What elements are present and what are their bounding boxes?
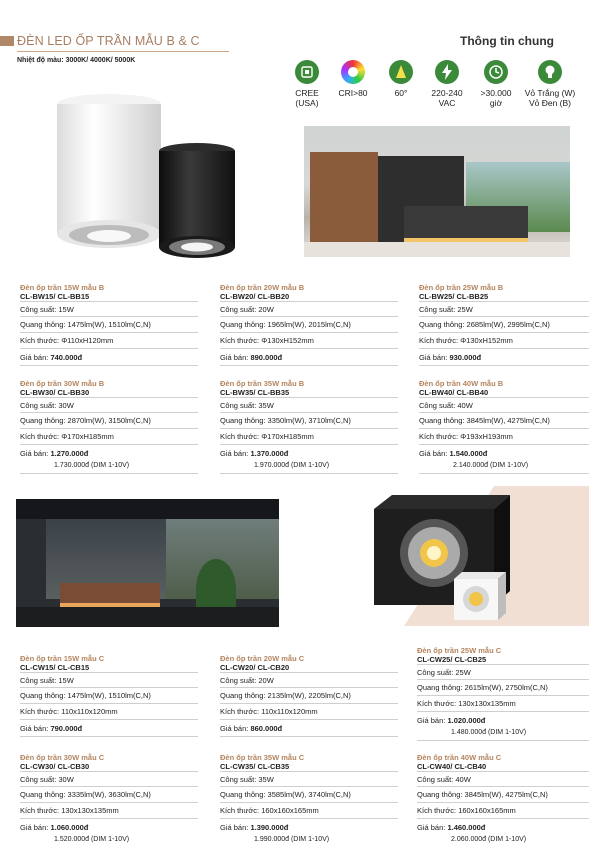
product-code: CL-CW15/ CL-CB15 (20, 663, 90, 672)
size-row: Kích thước: Φ193xH193mm (419, 429, 589, 445)
power-row: Công suất: 30W (20, 397, 198, 413)
color-temperature-note: Nhiệt độ màu: 3000K/ 4000K/ 5000K (17, 57, 136, 64)
size-row: Kích thước: Φ130xH152mm (419, 333, 589, 349)
dim-price: 2.140.000đ (DIM 1-10V) (419, 461, 589, 474)
price-row: Giá bán: 890.000đ (220, 349, 398, 366)
flux-row: Quang thông: 2685lm(W), 2995lm(C,N) (419, 317, 589, 333)
power-row: Công suất: 20W (220, 672, 398, 688)
product-code: CL-CW35/ CL-CB35 (220, 762, 290, 771)
feature-sublabel: giờ (489, 98, 503, 108)
title-accent-bar (0, 36, 14, 46)
power-row: Công suất: 15W (20, 301, 198, 317)
price-row: Giá bán: 1.060.000đ (20, 823, 89, 832)
flux-row: Quang thông: 2615lm(W), 2750lm(C,N) (417, 680, 589, 696)
product-card (220, 283, 398, 366)
product-card (417, 646, 589, 741)
product-card (20, 379, 198, 474)
lightning-icon (435, 60, 459, 84)
flux-row: Quang thông: 3350lm(W), 3710lm(C,N) (220, 413, 398, 429)
product-code: CL-CW30/ CL-CB30 (20, 762, 90, 771)
product-code: CL-CW40/ CL-CB40 (417, 762, 487, 771)
size-row: Kích thước: Φ130xH152mm (220, 333, 398, 349)
page-title: ĐÈN LED ỐP TRẦN MẪU B & C (17, 34, 200, 48)
product-name: Đèn ốp trần 30W mẫu C (20, 753, 105, 762)
product-card (419, 379, 589, 474)
flux-row: Quang thông: 1475lm(W), 1510lm(C,N) (20, 317, 198, 333)
size-row: Kích thước: 130x130x135mm (417, 696, 589, 712)
feature-sublabel: VAC (438, 98, 456, 108)
flux-row: Quang thông: 3585lm(W), 3740lm(C,N) (220, 787, 398, 803)
product-name: Đèn ốp trần 35W mẫu C (220, 753, 305, 762)
price-row: Giá bán: 930.000đ (419, 349, 589, 366)
title-underline (17, 51, 229, 52)
power-row: Công suất: 40W (419, 397, 589, 413)
product-name: Đèn ốp trần 25W mẫu B (419, 283, 504, 292)
product-name: Đèn ốp trần 20W mẫu C (220, 654, 305, 663)
flux-row: Quang thông: 1475lm(W), 1510lm(C,N) (20, 688, 198, 704)
product-card (20, 283, 198, 366)
product-code: CL-BW20/ CL-BB20 (220, 292, 290, 301)
power-row: Công suất: 40W (417, 771, 589, 787)
flux-row: Quang thông: 2135lm(W), 2205lm(C,N) (220, 688, 398, 704)
product-card (220, 654, 398, 737)
power-row: Công suất: 25W (417, 664, 589, 680)
housing-bulb-icon (538, 60, 562, 84)
price-row: Giá bán: 860.000đ (220, 720, 398, 737)
feature-label: >30.000 (480, 88, 512, 98)
flux-row: Quang thông: 1965lm(W), 2015lm(C,N) (220, 317, 398, 333)
power-row: Công suất: 35W (220, 771, 398, 787)
size-row: Kích thước: 130x130x135mm (20, 803, 198, 819)
product-code: CL-BW35/ CL-BB35 (220, 388, 290, 397)
kitchen-interior-photo (304, 126, 570, 257)
size-row: Kích thước: 110x110x120mm (20, 704, 198, 720)
feature-label: 220-240 (431, 88, 463, 98)
color-wheel-icon (341, 60, 365, 84)
feature-label: CREE (295, 88, 319, 98)
product-card (20, 753, 198, 844)
price-row: Giá bán: 1.460.000đ (417, 823, 486, 832)
size-row: Kích thước: Φ170xH185mm (20, 429, 198, 445)
product-name: Đèn ốp trần 20W mẫu B (220, 283, 305, 292)
flux-row: Quang thông: 2870lm(W), 3150lm(C,N) (20, 413, 198, 429)
size-row: Kích thước: Φ110xH120mm (20, 333, 198, 349)
power-row: Công suất: 30W (20, 771, 198, 787)
dim-price: 1.730.000đ (DIM 1-10V) (20, 461, 198, 474)
product-name: Đèn ốp trần 40W mẫu B (419, 379, 504, 388)
size-row: Kích thước: 160x160x165mm (220, 803, 398, 819)
feature-beam-angle (375, 60, 427, 98)
product-name: Đèn ốp trần 25W mẫu C (417, 646, 502, 655)
beam-angle-icon (389, 60, 413, 84)
cree-chip-icon (295, 60, 319, 84)
feature-label: CRI>80 (338, 88, 368, 98)
general-info-heading: Thông tin chung (460, 34, 554, 48)
price-row: Giá bán: 790.000đ (20, 720, 198, 737)
size-row: Kích thước: Φ170xH185mm (220, 429, 398, 445)
dim-price: 2.060.000đ (DIM 1-10V) (451, 836, 527, 843)
product-name: Đèn ốp trần 35W mẫu B (220, 379, 305, 388)
power-row: Công suất: 35W (220, 397, 398, 413)
power-row: Công suất: 25W (419, 301, 589, 317)
feature-label: Vỏ Trắng (W) (524, 88, 576, 98)
flux-row: Quang thông: 3335lm(W), 3630lm(C,N) (20, 787, 198, 803)
dim-price: 1.480.000đ (DIM 1-10V) (417, 728, 589, 741)
square-lamps-photo (374, 487, 514, 622)
feature-voltage (421, 60, 473, 108)
product-code: CL-CW20/ CL-CB20 (220, 663, 290, 672)
power-row: Công suất: 20W (220, 301, 398, 317)
cylinder-lamps-photo (52, 88, 252, 266)
bedroom-interior-photo (16, 499, 279, 627)
feature-lifetime (470, 60, 522, 108)
price-row: Giá bán: 1.370.000đ (220, 449, 289, 458)
feature-housing (524, 60, 576, 108)
size-row: Kích thước: 160x160x165mm (417, 803, 589, 819)
product-card (220, 753, 398, 844)
feature-cri (327, 60, 379, 98)
product-card (20, 654, 198, 737)
price-row: Giá bán: 1.270.000đ (20, 449, 89, 458)
product-code: CL-BW25/ CL-BB25 (419, 292, 489, 301)
dim-price: 1.970.000đ (DIM 1-10V) (220, 461, 398, 474)
product-card (220, 379, 398, 474)
flux-row: Quang thông: 3845lm(W), 4275lm(C,N) (417, 787, 589, 803)
dim-price: 1.990.000đ (DIM 1-10V) (254, 836, 330, 843)
lifetime-clock-icon (484, 60, 508, 84)
product-code: CL-CW25/ CL-CB25 (417, 655, 487, 664)
product-name: Đèn ốp trần 30W mẫu B (20, 379, 105, 388)
product-card (417, 753, 589, 844)
product-name: Đèn ốp trần 15W mẫu C (20, 654, 105, 663)
product-code: CL-BW40/ CL-BB40 (419, 388, 489, 397)
price-row: Giá bán: 740.000đ (20, 349, 198, 366)
product-name: Đèn ốp trần 15W mẫu B (20, 283, 105, 292)
feature-sublabel: (USA) (295, 98, 319, 108)
feature-cree (281, 60, 333, 108)
power-row: Công suất: 15W (20, 672, 198, 688)
price-row: Giá bán: 1.390.000đ (220, 823, 289, 832)
size-row: Kích thước: 110x110x120mm (220, 704, 398, 720)
feature-sublabel: Vỏ Đen (B) (528, 98, 572, 108)
price-row: Giá bán: 1.020.000đ (417, 716, 486, 725)
price-row: Giá bán: 1.540.000đ (419, 449, 488, 458)
dim-price: 1.520.000đ (DIM 1-10V) (54, 836, 130, 843)
product-card (419, 283, 589, 366)
flux-row: Quang thông: 3845lm(W), 4275lm(C,N) (419, 413, 589, 429)
product-name: Đèn ốp trần 40W mẫu C (417, 753, 502, 762)
product-code: CL-BW15/ CL-BB15 (20, 292, 90, 301)
feature-label: 60° (394, 88, 408, 98)
product-code: CL-BW30/ CL-BB30 (20, 388, 90, 397)
